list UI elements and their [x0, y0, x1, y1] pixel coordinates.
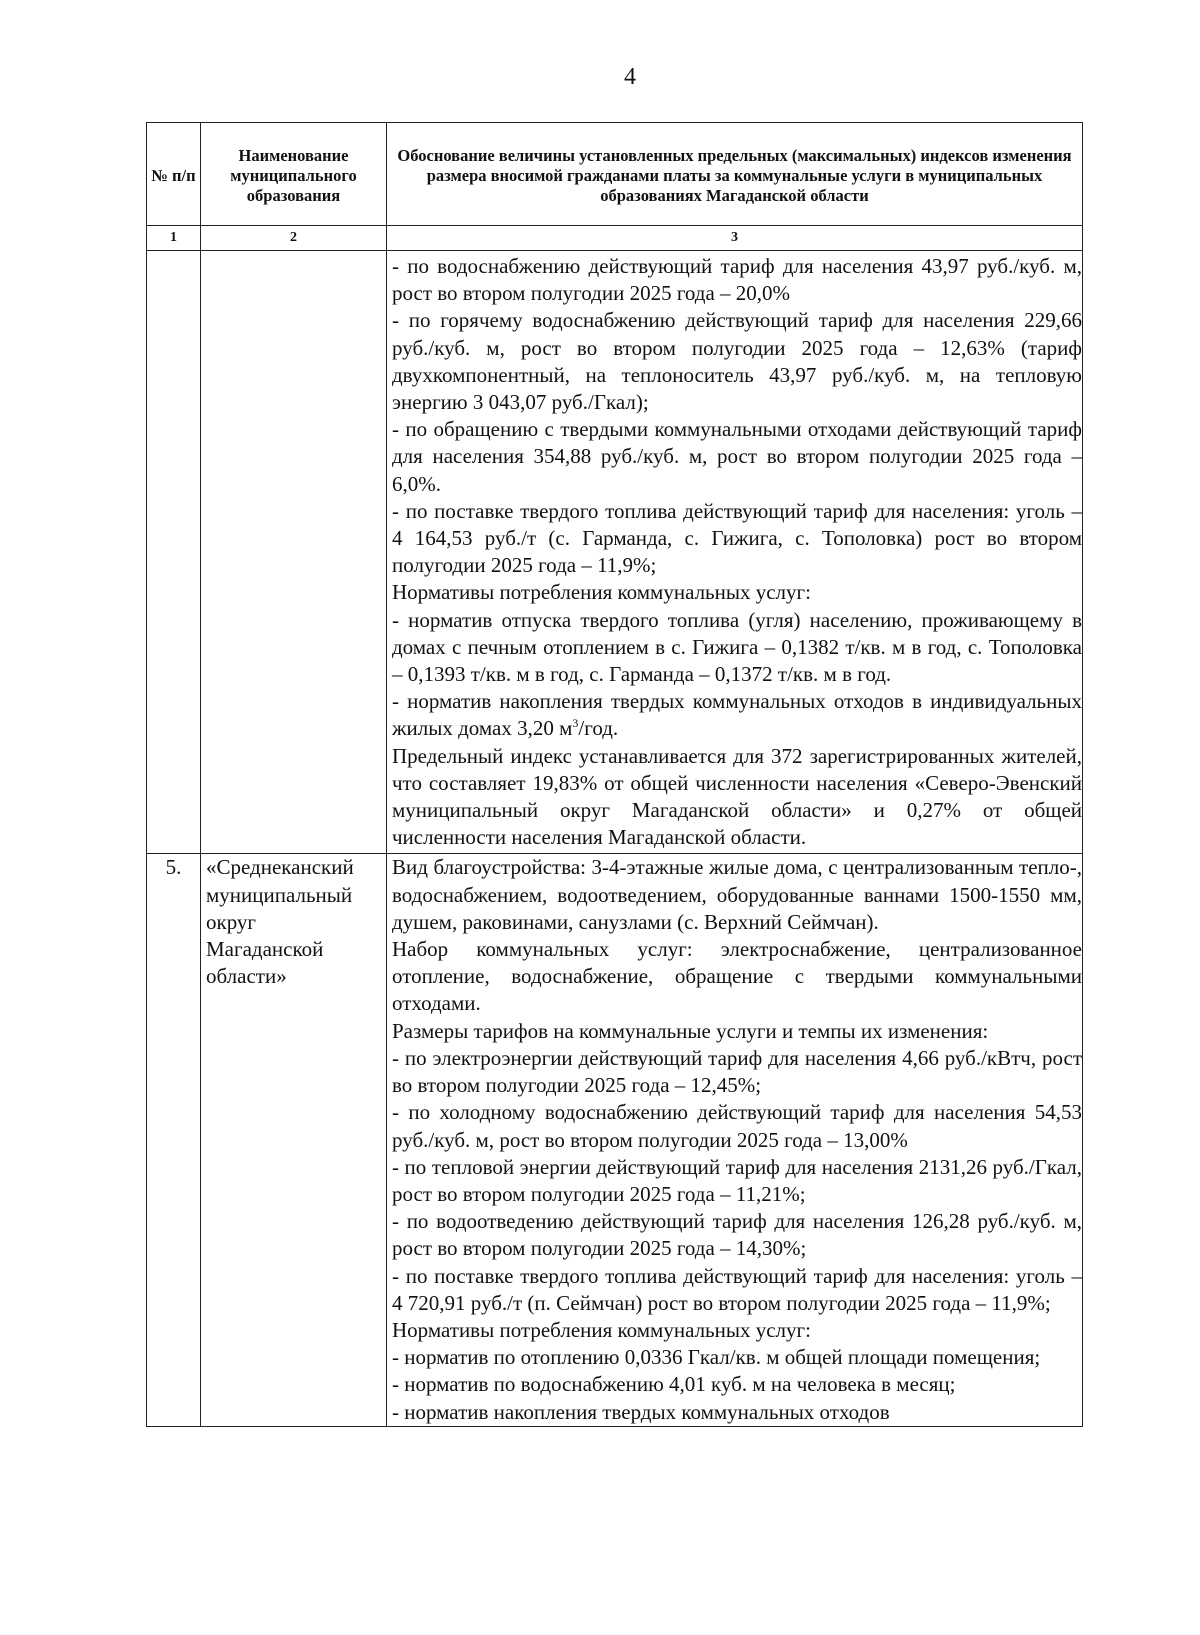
paragraph: - по поставке твердого топлива действующий тариф для населения: уголь – 4 720,91 руб./т (п. Сеймчан) рост во втором полугодии 2025 года – 11,9%;: [392, 1263, 1082, 1315]
name-line: Магаданской: [206, 937, 324, 962]
paragraph-msw-norm: [392, 688, 1082, 742]
column-number: 2: [201, 226, 387, 251]
paragraph: - норматив накопления твердых коммунальных отходов: [392, 1399, 890, 1424]
table-header-row: [147, 123, 1083, 226]
norm-text: - норматив накопления твердых коммунальных отходов в индивидуальных жилых домах 3,20 м: [392, 689, 1082, 741]
paragraph: - по тепловой энергии действующий тариф для населения 2131,26 руб./Гкал, рост во втором полугодии 2025 года – 11,21%;: [392, 1154, 1082, 1206]
row-index: 5.: [147, 854, 201, 1426]
paragraph-closing: Предельный индекс устанавливается для 372 зарегистрированных жителей, что составляет 19,83% от общей численности населения «Северо-Эвенский муниципальный округ Магаданской области» и 0,27% от общей численности населения Магаданской области.: [392, 743, 1082, 850]
header-justification: Обоснование величины установленных предельных (максимальных) индексов изменения размера вносимой гражданами платы за коммунальные услуги в муниципальных образованиях Магаданской области: [387, 123, 1083, 226]
municipality-name: [201, 854, 387, 1426]
paragraph: - норматив отпуска твердого топлива (угля) населению, проживающему в домах с печным отоплением в с. Гижига – 0,1382 т/кв. м в год, с. Тополовка – 0,1393 т/кв. м в год, с. Гарманда – 0,1372 т/кв. м в год.: [392, 607, 1082, 687]
tariff-table: [146, 122, 1083, 1427]
paragraph: - по водоснабжению действующий тариф для населения 43,97 руб./куб. м, рост во втором полугодии 2025 года – 20,0%: [392, 254, 1082, 306]
paragraph: Набор коммунальных услуг: электроснабжение, централизованное отопление, водоснабжение, обращение с твердыми коммунальными отходами.: [392, 937, 1082, 1016]
justification-cell: [387, 854, 1083, 1426]
paragraph: Вид благоустройства: 3-4-этажные жилые дома, с централизованным тепло-, водоснабжением, водоотведением, оборудованные ваннами 1500-1550 мм, душем, раковинами, санузлами (с. Верхний Сеймчан).: [392, 855, 1082, 934]
table-row: [147, 251, 1083, 854]
paragraph: Размеры тарифов на коммунальные услуги и темпы их изменения:: [392, 1018, 989, 1043]
empty-name-cell: [201, 251, 387, 854]
paragraph: - по обращению с твердыми коммунальными отходами действующий тариф для населения 354,88 руб./куб. м, рост во втором полугодии 2025 года – 6,0%.: [392, 417, 1082, 496]
paragraph: Нормативы потребления коммунальных услуг:: [392, 580, 811, 605]
paragraph: - по водоотведению действующий тариф для населения 126,28 руб./куб. м, рост во втором полугодии 2025 года – 14,30%;: [392, 1209, 1082, 1261]
paragraph: - норматив по водоснабжению 4,01 куб. м на человека в месяц;: [392, 1372, 956, 1397]
name-line: муниципальный: [206, 882, 353, 907]
paragraph: Нормативы потребления коммунальных услуг:: [392, 1317, 811, 1342]
empty-index-cell: [147, 251, 201, 854]
superscript: 3: [572, 716, 579, 731]
header-municipality: Наименование муниципального образования: [201, 123, 387, 226]
column-number: 3: [387, 226, 1083, 251]
header-number: № п/п: [147, 123, 201, 226]
paragraph: - по электроэнергии действующий тариф для населения 4,66 руб./кВтч, рост во втором полугодии 2025 года – 12,45%;: [392, 1045, 1082, 1098]
column-number: 1: [147, 226, 201, 251]
name-line: округ: [206, 909, 257, 934]
norm-unit: /год.: [578, 716, 619, 741]
name-line: области»: [206, 964, 287, 989]
column-number-row: [147, 226, 1083, 251]
paragraph: - по поставке твердого топлива действующий тариф для населения: уголь – 4 164,53 руб./т (с. Гарманда, с. Гижига, с. Тополовка) рост во втором полугодии 2025 года – 11,9%;: [392, 498, 1082, 578]
justification-cell: [387, 251, 1083, 854]
page-number: 4: [624, 64, 636, 90]
name-line: «Среднеканский: [206, 855, 354, 880]
paragraph: - по горячему водоснабжению действующий тариф для населения 229,66 руб./куб. м, рост во втором полугодии 2025 года – 12,63% (тариф двухкомпонентный, на теплоноситель 43,97 руб./куб. м, на тепловую энергию 3 043,07 руб./Гкал);: [392, 308, 1082, 415]
paragraph: - по холодному водоснабжению действующий тариф для населения 54,53 руб./куб. м, рост во втором полугодии 2025 года – 13,00%: [392, 1100, 1082, 1152]
paragraph: - норматив по отоплению 0,0336 Гкал/кв. м общей площади помещения;: [392, 1345, 1041, 1370]
table-row: [147, 854, 1083, 1426]
